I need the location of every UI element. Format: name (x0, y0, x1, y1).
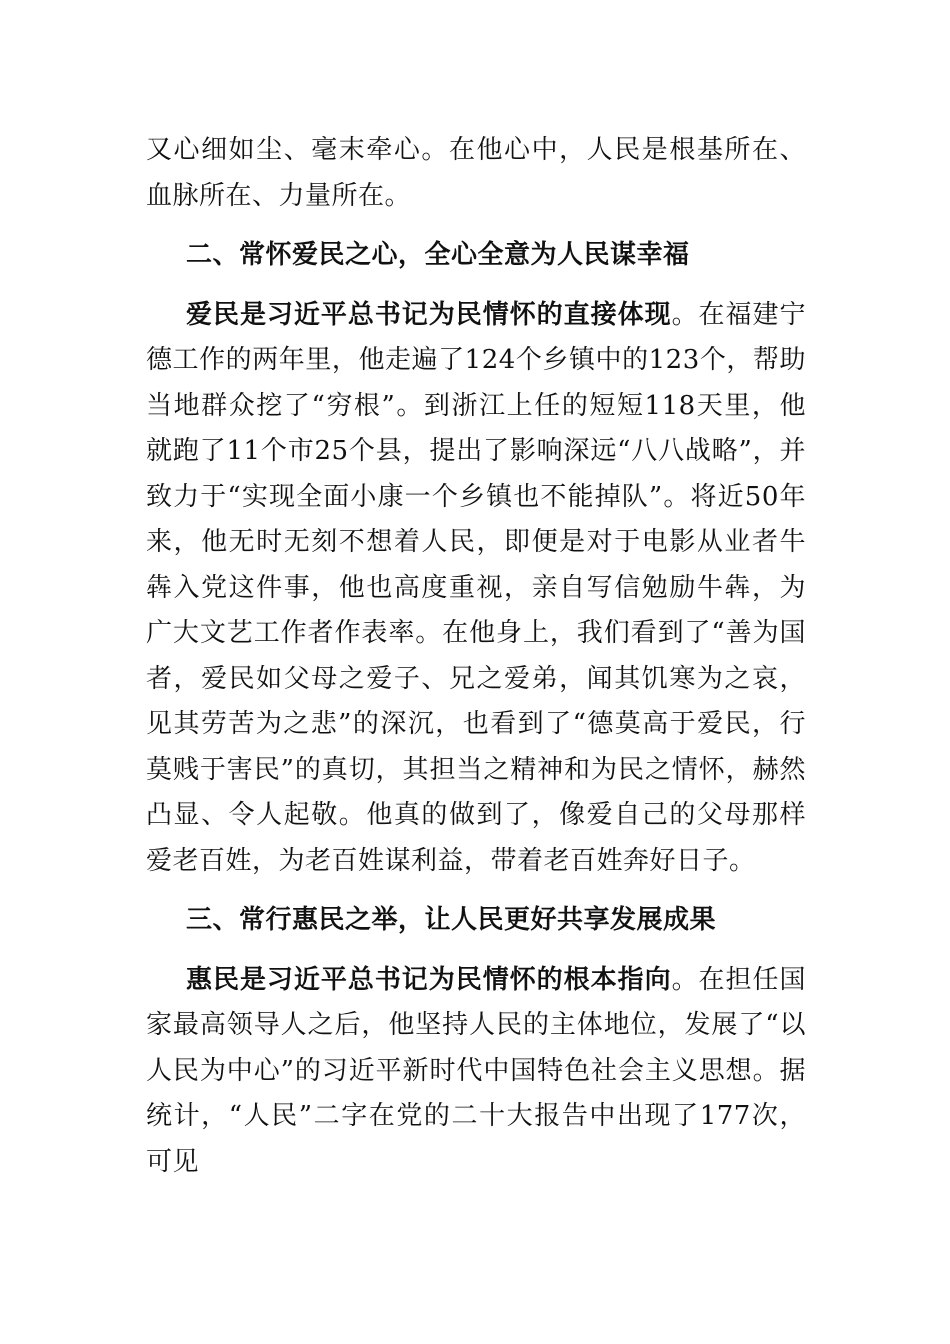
section-3-heading: 三、常行惠民之举，让人民更好共享发展成果 (186, 905, 717, 935)
paragraph-continued (146, 128, 806, 219)
section-2-paragraph (146, 293, 806, 885)
section-3-body-text: 。在担任国家最高领导人之后，他坚持人民的主体地位，发展了“以人民为中心”的习近平新时代中国特色社会主义思想。据统计，“人民”二字在党的二十大报告中出现了177次，可见 (146, 964, 806, 1177)
section-3-lead-sentence: 惠民是习近平总书记为民情怀的根本指向 (186, 964, 672, 995)
section-2-heading: 二、常怀爱民之心，全心全意为人民谋幸福 (186, 240, 690, 270)
section-2-lead-sentence: 爱民是习近平总书记为民情怀的直接体现 (186, 299, 672, 330)
paragraph-continued-text: 又心细如尘、毫末牵心。在他心中，人民是根基所在、血脉所在、力量所在。 (146, 135, 806, 211)
section-3-paragraph (146, 958, 806, 1186)
section-2-body-text: 。在福建宁德工作的两年里，他走遍了124个乡镇中的123个，帮助当地群众挖了“穷根”。到浙江上任的短短118天里，他就跑了11个市25个县，提出了影响深远“八八战略”，并致力于“实现全面小康一个乡镇也不能掉队”。将近50年来，他无时无刻不想着人民，即便是对于电影从业者牛犇入党这件事，他也高度重视，亲自写信勉励牛犇，为广大文艺工作者作表率。在他身上，我们看到了“善为国者，爱民如父母之爱子、兄之爱弟，闻其饥寒为之哀，见其劳苦为之悲”的深沉，也看到了“德莫高于爱民，行莫贱于害民”的真切，其担当之精神和为民之情怀，赫然凸显、令人起敬。他真的做到了，像爱自己的父母那样爱老百姓，为老百姓谋利益，带着老百姓奔好日子。 (146, 299, 806, 876)
document-page (146, 128, 806, 1185)
